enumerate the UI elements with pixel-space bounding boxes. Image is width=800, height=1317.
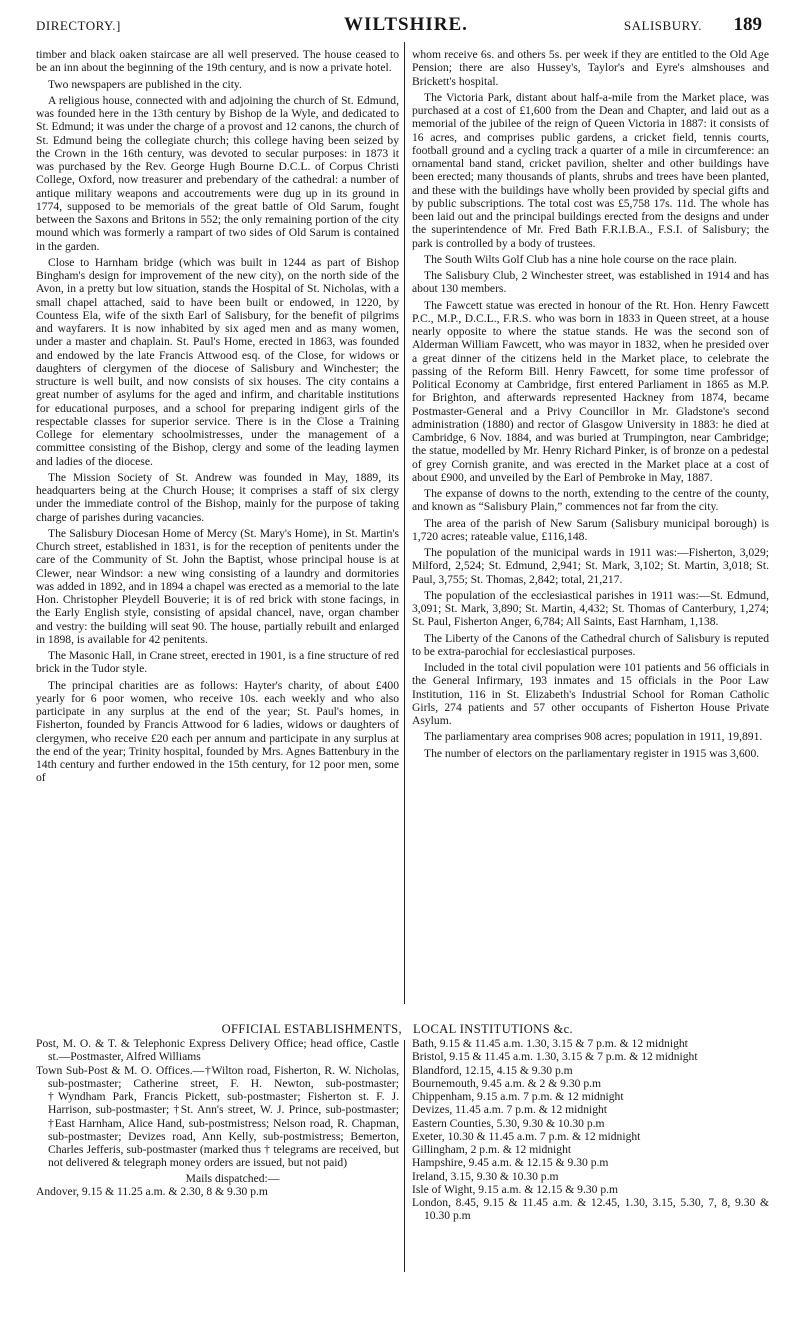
paragraph: The area of the parish of New Sarum (Salisbury municipal borough) is 1,720 acres; rateable value, £116,148. — [412, 516, 769, 543]
paragraph: The principal charities are as follows: Hayter's charity, of about £400 yearly for 6 poor women, who receive 10s. each weekly and who also participate in any surplus at the end of the year; St. Paul's homes, in Fisherton, founded by Francis Attwood for 6 ladies, widows or daughters of clergymen, who receive £20 each per annum and participate in any surplus at the end of the year; Trinity hospital, founded by Mrs. Agnes Battenbury in the 14th century and further endowed in the 15th century, for 12 poor men, some of — [36, 678, 399, 785]
list-entry: Post, M. O. & T. & Telephonic Express Delivery Office; head office, Castle st.—Postmaster, Alfred Williams — [36, 1037, 399, 1064]
mail-entry: Chippenham, 9.15 a.m. 7 p.m. & 12 midnight — [412, 1090, 624, 1103]
mail-entry: Hampshire, 9.45 a.m. & 12.15 & 9.30 p.m — [412, 1156, 609, 1170]
right-column — [412, 48, 769, 763]
column-divider-lower — [404, 1040, 405, 1272]
mail-entry: Devizes, 11.45 a.m. 7 p.m. & 12 midnight — [412, 1103, 608, 1117]
mail-entry: Bournemouth, 9.45 a.m. & 2 & 9.30 p.m — [412, 1076, 602, 1090]
column-divider — [404, 42, 405, 1004]
mail-entry: Eastern Counties, 5.30, 9.30 & 10.30 p.m — [412, 1116, 605, 1130]
mails-heading: Mails dispatched:— — [185, 1171, 280, 1185]
mail-entry: Blandford, 12.15, 4.15 & 9.30 p.m — [412, 1063, 573, 1077]
left-column — [36, 48, 399, 788]
mail-entry: Andover, 9.15 & 11.25 a.m. & 2.30, 8 & 9.30 p.m — [36, 1184, 268, 1198]
paragraph: The Masonic Hall, in Crane street, erected in 1901, is a fine structure of red brick in the Tudor style. — [36, 649, 399, 676]
paragraph: whom receive 6s. and others 5s. per week if they are entitled to the Old Age Pension; there are also Hussey's, Taylor's and Eyre's almshouses and Brickett's hospital. — [412, 48, 769, 88]
paragraph: timber and black oaken staircase are all well preserved. The house ceased to be an inn about the beginning of the 19th century, and is now a private hotel. — [36, 48, 399, 75]
mail-entry: London, 8.45, 9.15 & 11.45 a.m. & 12.45, 1.30, 3.15, 5.30, 7, 8, 9.30 & 10.30 p.m — [412, 1196, 769, 1223]
paragraph: The Mission Society of St. Andrew was founded in May, 1889, its headquarters being at the Church House; it comprises a staff of six clergy under the immediate control of the Bishop, mainly for the purpose of taking charge of parishes during vacancies. — [36, 470, 399, 524]
mail-entry: Gillingham, 2 p.m. & 12 midnight — [412, 1143, 572, 1156]
paragraph: The population of the ecclesiastical parishes in 1911 was:—St. Edmund, 3,091; St. Mark, 3,890; St. Martin, 4,432; St. Thomas of Canterbury, 1,274; St. Paul, Fisherton Anger, 6,784; All Saints, East Harnham, 1,138. — [412, 588, 769, 629]
mail-entry: Bristol, 9.15 & 11.45 a.m. 1.30, 3.15 & 7 p.m. & 12 midnight — [412, 1050, 698, 1064]
page-header — [36, 14, 762, 38]
page-number: 189 — [733, 14, 762, 35]
paragraph: The parliamentary area comprises 908 acres; population in 1911, 19,891. — [424, 730, 763, 744]
paragraph: Two newspapers are published in the city. — [48, 77, 242, 91]
official-establishments-list — [36, 1037, 399, 1198]
paragraph: The Salisbury Club, 2 Winchester street, was established in 1914 and has about 130 members. — [412, 269, 769, 296]
paragraph: The South Wilts Golf Club has a nine hole course on the race plain. — [424, 252, 737, 266]
paragraph: The Fawcett statue was erected in honour of the Rt. Hon. Henry Fawcett P.C., M.P., D.C.L., F.R.S. who was born in 1833 in Queen street, at a house nearly opposite to where the statue stands. He was the second son of Alderman William Fawcett, who was mayor in 1832, when he presided over a great dinner of the citizens held in the Market place, to celebrate the passing of the Reform Bill. Henry Fawcett, for some time professor of Political Economy at Cambridge, first entered Parliament in 1865 as M.P. for Brighton, and afterwards represented Hackney from 1874, became Postmaster-General and a Privy Councillor in Mr. Gladstone's second administration (1880) and rector of Glasgow University in 1883: he died at Cambridge, 6 Nov. 1884, and was buried at Trumpington, near Cambridge; the statue, modelled by Mr. Henry Richard Pinker, is of bronze on a pedestal of grey Cornish granite, and was erected in the Market place at a cost of about £900, and unveiled by the Earl of Pembroke in May, 1887. — [412, 298, 769, 484]
paragraph: A religious house, connected with and adjoining the church of St. Edmund, was founded here in the 13th century by Bishop de la Wyle, and dedicated to St. Edmund; it was under the charge of a provost and 12 canons, the church of St. Edmund being the collegiate church; this college having been seized by the Crown in the 16th century, was devoted to secular purposes: in 1873 it was purchased by the Rev. George Hugh Bourne D.C.L. of Corpus Christi College, Oxford, now treasurer and prebendary of the cathedral: a number of antique military weapons and accoutrements were dug up in its ground in 1774, supposed to be memorials of the great battle of Old Sarum, fought between the Saxons and Britons in 552; the only remaining portion of the city mound which was formerly a rampart of two sides of Old Sarum is contained in the garden. — [36, 93, 399, 253]
mail-entry: Bath, 9.15 & 11.45 a.m. 1.30, 3.15 & 7 p.m. & 12 midnight — [412, 1037, 688, 1050]
mail-entry: Ireland, 3.15, 9.30 & 10.30 p.m — [412, 1169, 559, 1183]
paragraph: The Victoria Park, distant about half-a-mile from the Market place, was purchased at a cost of £1,600 from the Dean and Chapter, and laid out as a memorial of the jubilee of the reign of Queen Victoria in 1887: it consists of 16 acres, and comprises public gardens, a cricket field, tennis courts, football ground and a cycling track a quarter of a mile in circumference: an ornamental band stand, cricket pavilion, shelter and other buildings have been erected; many thousands of plants, shrubs and trees have been planted, and these with the buildings have wholly been provided by special gifts and by public subscriptions. The total cost was £5,758 17s. 11d. The whole has been laid out and the principal buildings erected from the designs and under the superintendence of Mr. Fred Bath F.R.I.B.A., F.S.I. of Salisbury; the park is controlled by a body of trustees. — [412, 90, 769, 250]
running-head-directory: DIRECTORY.] — [36, 18, 121, 33]
paragraph: The expanse of downs to the north, extending to the centre of the county, and known as “Salisbury Plain,” commences not far from the city. — [412, 487, 769, 514]
mail-entry: Exeter, 10.30 & 11.45 a.m. 7 p.m. & 12 midnight — [412, 1129, 641, 1143]
running-head-town: SALISBURY. — [623, 18, 702, 33]
running-head-county: WILTSHIRE. — [344, 14, 468, 35]
section-title-official: OFFICIAL ESTABLISHMENTS, — [221, 1022, 402, 1036]
section-title-local: LOCAL INSTITUTIONS &c. — [413, 1022, 574, 1036]
paragraph: The number of electors on the parliamentary register in 1915 was 3,600. — [424, 746, 760, 760]
paragraph: Close to Harnham bridge (which was built in 1244 as part of Bishop Bingham's design for improvement of the new city), on the north side of the Avon, in a pretty but low situation, stands the Hospital of St. Nicholas, with a small chapel attached, said to have been built or endowed, in 1220, by Countess Ela, wife of the sixth Earl of Salisbury, for the benefit of pilgrims and wayfarers. It is now inhabited by six aged men and as many women, under a master and chaplain. St. Paul's Home, erected in 1863, was founded and endowed by the late Francis Attwood esq. of the Close, for widows or daughters of clergymen of the diocese of Salisbury and Winchester; the structure is well built, and now consists of six houses. The city contains a great number of asylums for the aged and infirm, and charitable institutions for educational purposes, and a school for preparing indigent girls of the respectable classes for superior service. There is in the Close a Training College for elementary schoolmistresses, under the management of a committee consisting of the Bishop, clergy and some of the leading laymen and ladies of the diocese. — [36, 255, 399, 468]
paragraph: The Salisbury Diocesan Home of Mercy (St. Mary's Home), in St. Martin's Church street, established in 1831, is for the reception of penitents under the care of the Community of St. John the Baptist, whose principal house is at Clewer, near Windsor: a new wing consisting of a laundry and dormitories was added in 1892, and in 1894 a chapel was erected as a memorial to the late Hon. Christopher Pleydell Bouverie; it is of red brick with stone facings, in the Early English style, consisting of apsidal chancel, nave, organ chamber and vestry: the building will seat 90. The house, partially rebuilt and enlarged in 1898, is available for 42 penitents. — [36, 526, 399, 646]
paragraph: The population of the municipal wards in 1911 was:—Fisherton, 3,029; Milford, 2,524; St. Edmund, 2,941; St. Mark, 3,102; St. Martin, 3,018; St. Paul, 3,755; St. Thomas, 2,842; total, 21,217. — [412, 546, 769, 586]
mails-dispatched-list — [412, 1037, 769, 1223]
mail-entry: Isle of Wight, 9.15 a.m. & 12.15 & 9.30 p.m — [412, 1182, 619, 1196]
paragraph: The Liberty of the Canons of the Cathedral church of Salisbury is reputed to be extra-parochial for ecclesiastical purposes. — [412, 631, 769, 658]
list-entry: Town Sub-Post & M. O. Offices.—†Wilton road, Fisherton, R. W. Nicholas, sub-postmaster; Catherine street, F. H. Newton, sub-postmaster; †Wyndham Park, Francis Pickett, sub-postmaster; Fisherton st. F. J. Harrison, sub-postmaster; †St. Ann's street, W. J. Prince, sub-postmaster; †East Harnham, Alice Hand, sub-postmistress; Nelson road, R. Chapman, sub-postmaster; Devizes road, Ann Kelly, sub-postmistress; Bemerton, Charles Jefferis, sub-postmaster (marked thus † telegrams are received, but not delivered & telegraph money orders are issued, but not paid) — [36, 1063, 399, 1170]
paragraph: Included in the total civil population were 101 patients and 56 officials in the General Infirmary, 193 inmates and 15 officials in the Poor Law Institution, 116 in St. Elizabeth's Industrial School for Roman Catholic Girls, 274 patients and 57 other occupants of Fisherton House Private Asylum. — [412, 661, 769, 727]
